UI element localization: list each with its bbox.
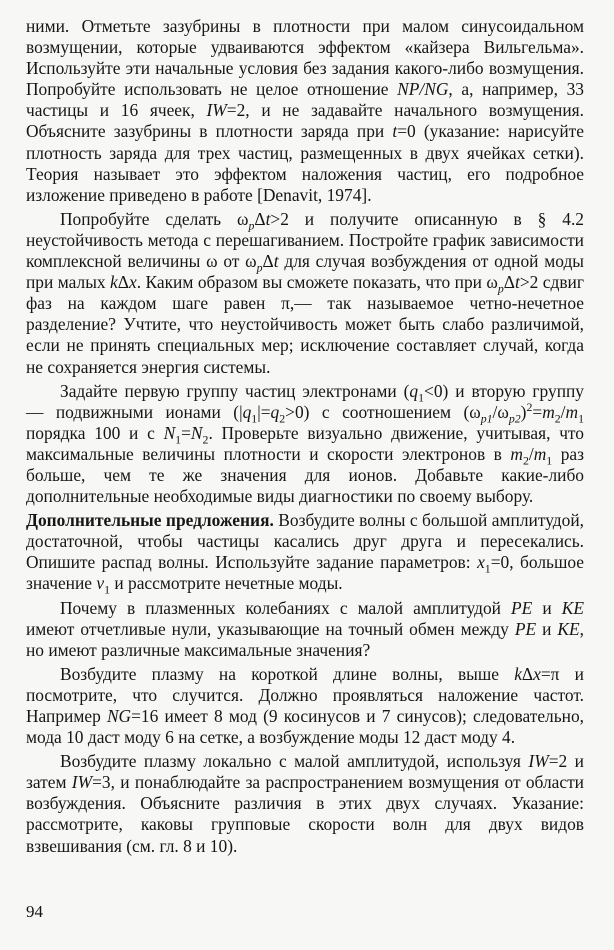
text-run: и рассмотрите нечетные моды. [110,573,343,594]
text-run: 2 [279,411,286,426]
text-run: и [536,618,558,639]
text-run: =0, большое значение [26,552,584,594]
text-run: =0 (указание: нарисуйте плотность заряда для трех частиц, размещенных в двух ячейках сетки). Теория называет это эффектом наложения частиц, его подробное изложение приведено в работе [Denavit, 1974]. [26,121,584,205]
text-run: имеют отчетливые нули, указывающие на точный обмен между [26,618,515,639]
text-run: NP/NG [397,79,449,100]
text-run: t [273,251,279,272]
text-run: m [565,401,579,422]
paragraph-3 [26,381,584,508]
text-run: 1 [484,561,491,576]
text-run: p1 [480,411,493,426]
text-run: 1 [104,582,110,597]
paragraph-1 [26,16,584,206]
text-run: q [242,401,252,422]
paragraph-4 [26,510,584,597]
text-run: 1 [418,390,425,405]
text-run: для случая возбуждения от одной моды при малых [26,251,584,293]
text-run: N [190,422,203,443]
text-run: Попробуйте сделать ω [60,208,249,229]
text-run: Δ [503,272,515,293]
text-run: =2 и затем [26,751,584,793]
text-run: =2, и не задавайте начального возмущения. Объясните зазубрины в плотности заряда при [26,100,584,142]
text-run: ними. Отметьте зазубрины в плотности при малом синусоидальном возмущении, которые удваиваются эффектом «кайзера Вильгельма». Используйте эти начальные условия без задания какого-либо возмущения. Попробуйте использовать не целое отношение [26,16,584,100]
text-run: Возбудите волны с большой амплитудой, достаточной, чтобы частицы касались друг друга и пересекались. Опишите распад волны. Используйте задание параметров: [26,510,584,573]
text-run: p2 [508,411,521,426]
text-run: ) [520,401,527,422]
text-run: IW [206,100,227,121]
text-run: m [533,443,547,464]
text-run: Возбудите плазму на короткой длине волны, выше [60,663,515,684]
text-run: <0) и вторую группу — подвижными ионами (| [26,380,584,422]
text-run: KE [557,618,580,639]
text-run: 1 [251,411,258,426]
text-run: q [270,401,280,422]
text-run: , а, например, 33 частицы и 16 ячеек, [26,79,584,121]
paragraph-6 [26,664,584,748]
text-run: . Проверьте визуально движение, учитывая, что максимальные величины плотности и скорости электронов в [26,422,585,464]
text-run: KE [561,597,584,618]
text-run: Задайте первую группу частиц электронами ( [60,380,410,401]
text-run: . Каким образом вы сможете показать, что при ω [136,272,498,293]
text-run: p [497,281,504,296]
text-run: /ω [492,401,509,422]
paragraph-2 [26,209,584,378]
text-run: p [248,218,255,233]
text-run: =3, и понаблюдайте за распространением возмущения от области возбуждения. Объясните различия в этих двух случаях. Указание: рассмотрите, каковы групповые скорости волн для двух видов взвешивания (см. гл. 8 и 10). [26,772,584,856]
text-run: IW [71,772,93,793]
text-run: k [514,663,522,684]
text-run: m [510,443,523,464]
text-run: IW [528,751,549,772]
text-run: x [533,663,541,684]
text-run: порядка 100 и с [26,422,164,443]
text-run: x [477,552,485,573]
text-run: 2 [526,399,533,414]
text-run: t [265,208,271,229]
text-run: =π и посмотрите, что случится. Должно проявляться наложение частот. Например [26,663,584,726]
text-run: q [409,380,419,401]
paragraph-7 [26,751,584,856]
text-run: 2 [522,453,529,468]
text-run: = [181,422,191,443]
text-run: NG [106,706,132,726]
text-run: t [392,121,398,142]
text-run: t [514,272,520,293]
text-run: x [128,272,137,293]
text-run: >2 сдвиг фаз на каждом шаге равен π,— так называемое четно-нечетное разделение? Учтите, что неустойчивость может быть слабо различимой, если не принять специальных мер; исключение составляет случай, когда не сохраняется энергия системы. [26,272,584,377]
text-run: / [528,443,534,464]
text-run: и [532,597,562,618]
text-body [26,16,584,857]
text-run: =16 имеет 8 мод (9 косинусов и 7 синусов); следовательно, мода 10 даст моду 6 на сетке, а возбуждение моды 12 даст моду 4. [26,706,584,748]
paragraph-5 [26,598,584,661]
text-run: |= [257,401,271,422]
text-run: = [532,401,543,422]
text-run: 2 [554,411,561,426]
text-run: Дополнительные предложения. [26,510,274,531]
text-run: раз больше, чем те же значения для ионов. Добавьте какие-либо дополнительные необходимые виды диагностики по своему выбору. [26,443,584,507]
text-run: >2 и получите описанную в § 4.2 неустойчивость метода с перешагиванием. Постройте график зависимости комплексной величины ω от ω [26,208,584,272]
text-run: Возбудите плазму локально с малой амплитудой, используя [60,751,529,772]
text-run: Почему в плазменных колебаниях с малой амплитудой [60,597,512,618]
text-run: Δ [521,663,534,684]
text-run: Δ [117,272,129,293]
text-run: p [256,260,263,275]
text-run: , но имеют различные максимальные значения? [26,618,584,660]
text-run: k [110,272,118,293]
text-run: Δ [254,208,266,229]
text-run: m [542,401,555,422]
text-run: PE [514,618,537,639]
text-run: 1 [578,411,584,426]
text-run: 2 [202,432,209,447]
text-run: / [560,401,566,422]
text-run: N [163,422,176,443]
page-number: 94 [26,902,43,921]
text-run: >0) с соотношением (ω [285,401,481,422]
text-run: 1 [175,432,182,447]
text-run: v [96,573,105,594]
text-run: Δ [262,251,274,272]
text-run: PE [511,597,533,618]
text-run: 1 [546,453,553,468]
